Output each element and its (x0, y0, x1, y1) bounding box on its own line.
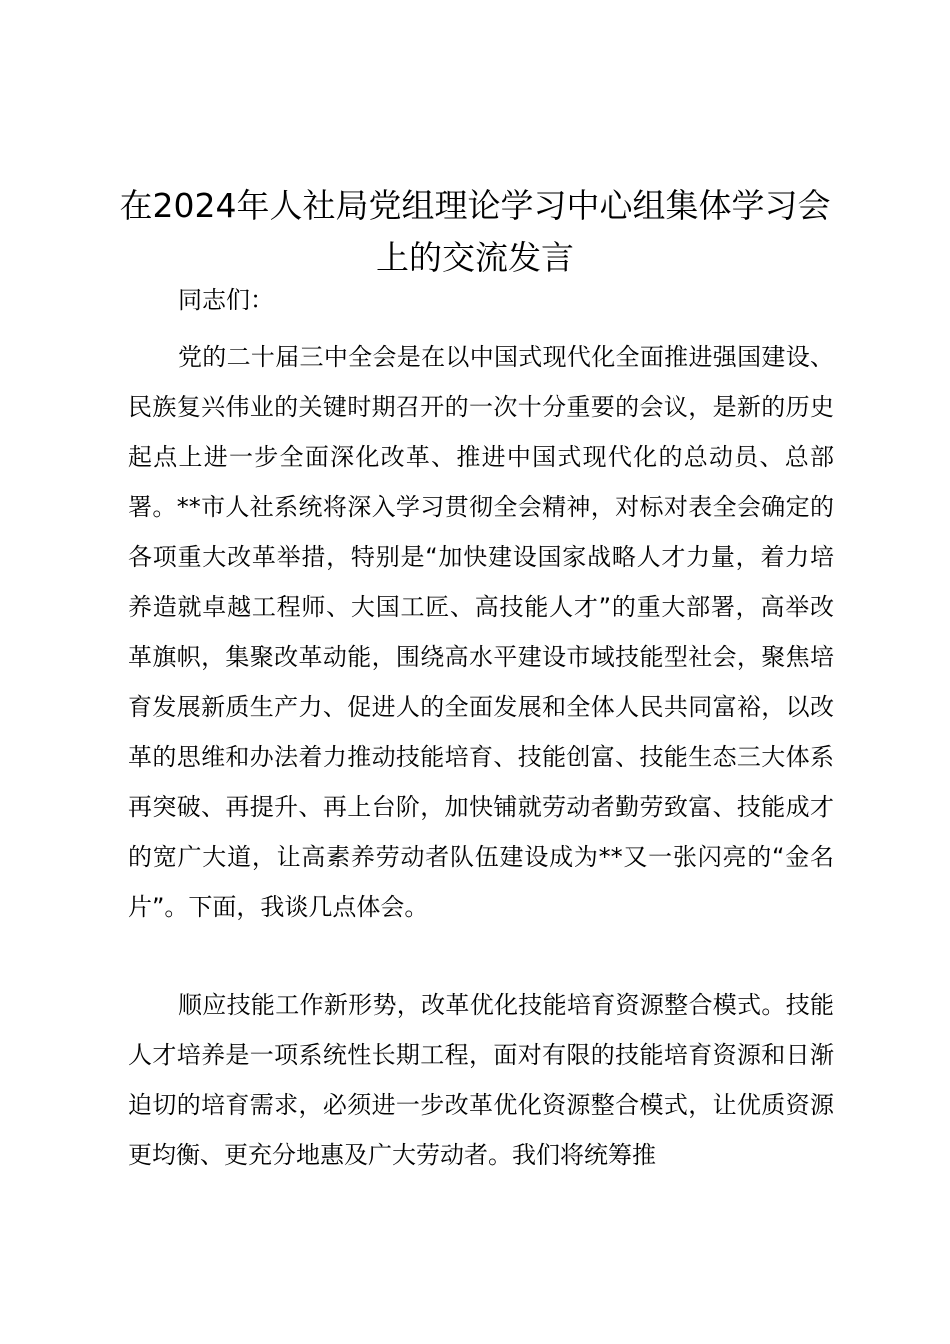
salutation: 同志们： (178, 286, 274, 314)
document-title: 在2024年人社局党组理论学习中心组集体学习会上的交流发言 (119, 186, 831, 277)
body-paragraph: 顺应技能工作新形势，改革优化技能培育资源整合模式。技能人才培养是一项系统性长期工程，面对有限的技能培育资源和日渐迫切的培育需求，必须进一步改革优化资源整合模式，让优质资源更均衡、更充分地惠及广大劳动者。我们将统筹推 (128, 991, 834, 1169)
body-paragraph: 党的二十届三中全会是在以中国式现代化全面推进强国建设、民族复兴伟业的关键时期召开的一次十分重要的会议，是新的历史起点上进一步全面深化改革、推进中国式现代化的总动员、总部署。**市人社系统将深入学习贯彻全会精神，对标对表全会确定的各项重大改革举措，特别是“加快建设国家战略人才力量，着力培养造就卓越工程师、大国工匠、高技能人才”的重大部署，高举改革旗帜，集聚改革动能，围绕高水平建设市域技能型社会，聚焦培育发展新质生产力、促进人的全面发展和全体人民共同富裕，以改革的思维和办法着力推动技能培育、技能创富、技能生态三大体系再突破、再提升、再上台阶，加快铺就劳动者勤劳致富、技能成才的宽广大道，让高素养劳动者队伍建设成为**又一张闪亮的“金名片”。下面，我谈几点体会。 (128, 343, 834, 921)
